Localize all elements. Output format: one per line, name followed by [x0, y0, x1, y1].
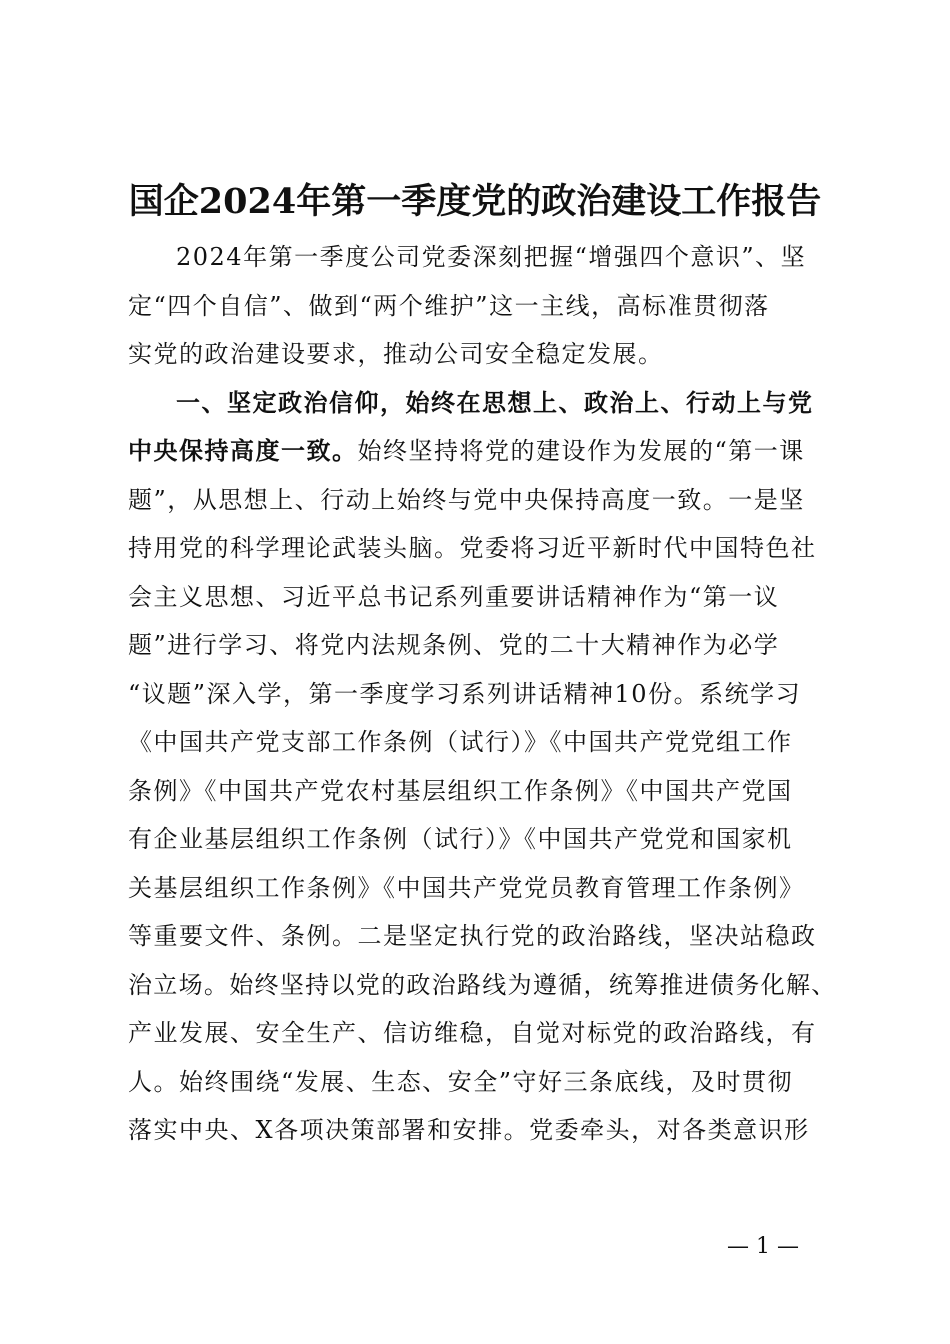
section-heading-continuation [128, 427, 838, 476]
section-heading-bold-text: 中央保持高度一致。 [128, 436, 358, 465]
paragraph-line: 题”进行学习、将党内法规条例、党的二十大精神作为必学 [128, 631, 780, 659]
paragraph-line: 2024年第一季度公司党委深刻把握“增强四个意识”、坚 [176, 243, 807, 271]
paragraph-line: 持用党的科学理论武装头脑。党委将习近平新时代中国特色社 [128, 534, 817, 562]
document-body [128, 233, 838, 1155]
paragraph-line: 有企业基层组织工作条例（试行）》《中国共产党党和国家机 [128, 825, 793, 853]
paragraph-line: 实党的政治建设要求，推动公司安全稳定发展。 [128, 340, 664, 368]
document-title: 国企2024年第一季度党的政治建设工作报告 [128, 181, 822, 222]
paragraph-line: 人。始终围绕“发展、生态、安全”守好三条底线，及时贯彻 [128, 1067, 794, 1096]
paragraph-line: 等重要文件、条例。二是坚定执行党的政治路线，坚决站稳政 [128, 922, 817, 950]
section-heading: 一、坚定政治信仰，始终在思想上、政治上、行动上与党 [176, 387, 814, 417]
section-heading-rest-text: 始终坚持将党的建设作为发展的“第一课 [357, 437, 805, 465]
paragraph-line: 会主义思想、习近平总书记系列重要讲话精神作为“第一议 [128, 582, 780, 611]
paragraph-line: “议题”深入学，第一季度学习系列讲话精神10份。系统学习 [128, 679, 802, 708]
paragraph-line: 治立场。始终坚持以党的政治路线为遵循，统筹推进债务化解、 [128, 970, 837, 999]
paragraph-line: 条例》《中国共产党农村基层组织工作条例》《中国共产党国 [128, 776, 793, 805]
paragraph-line: 关基层组织工作条例》《中国共产党党员教育管理工作条例》 [128, 873, 805, 902]
paragraph-line: 《中国共产党支部工作条例（试行）》《中国共产党党组工作 [128, 728, 793, 756]
paragraph-line: 定“四个自信”、做到“两个维护”这一主线，高标准贯彻落 [128, 291, 770, 320]
paragraph-line: 产业发展、安全生产、信访维稳，自觉对标党的政治路线，有 [128, 1019, 817, 1047]
paragraph-line: 题”，从思想上、行动上始终与党中央保持高度一致。一是坚 [128, 485, 805, 514]
page-number: — 1 — [727, 1234, 799, 1259]
paragraph-line: 落实中央、X各项决策部署和安排。党委牵头，对各类意识形 [128, 1116, 810, 1144]
